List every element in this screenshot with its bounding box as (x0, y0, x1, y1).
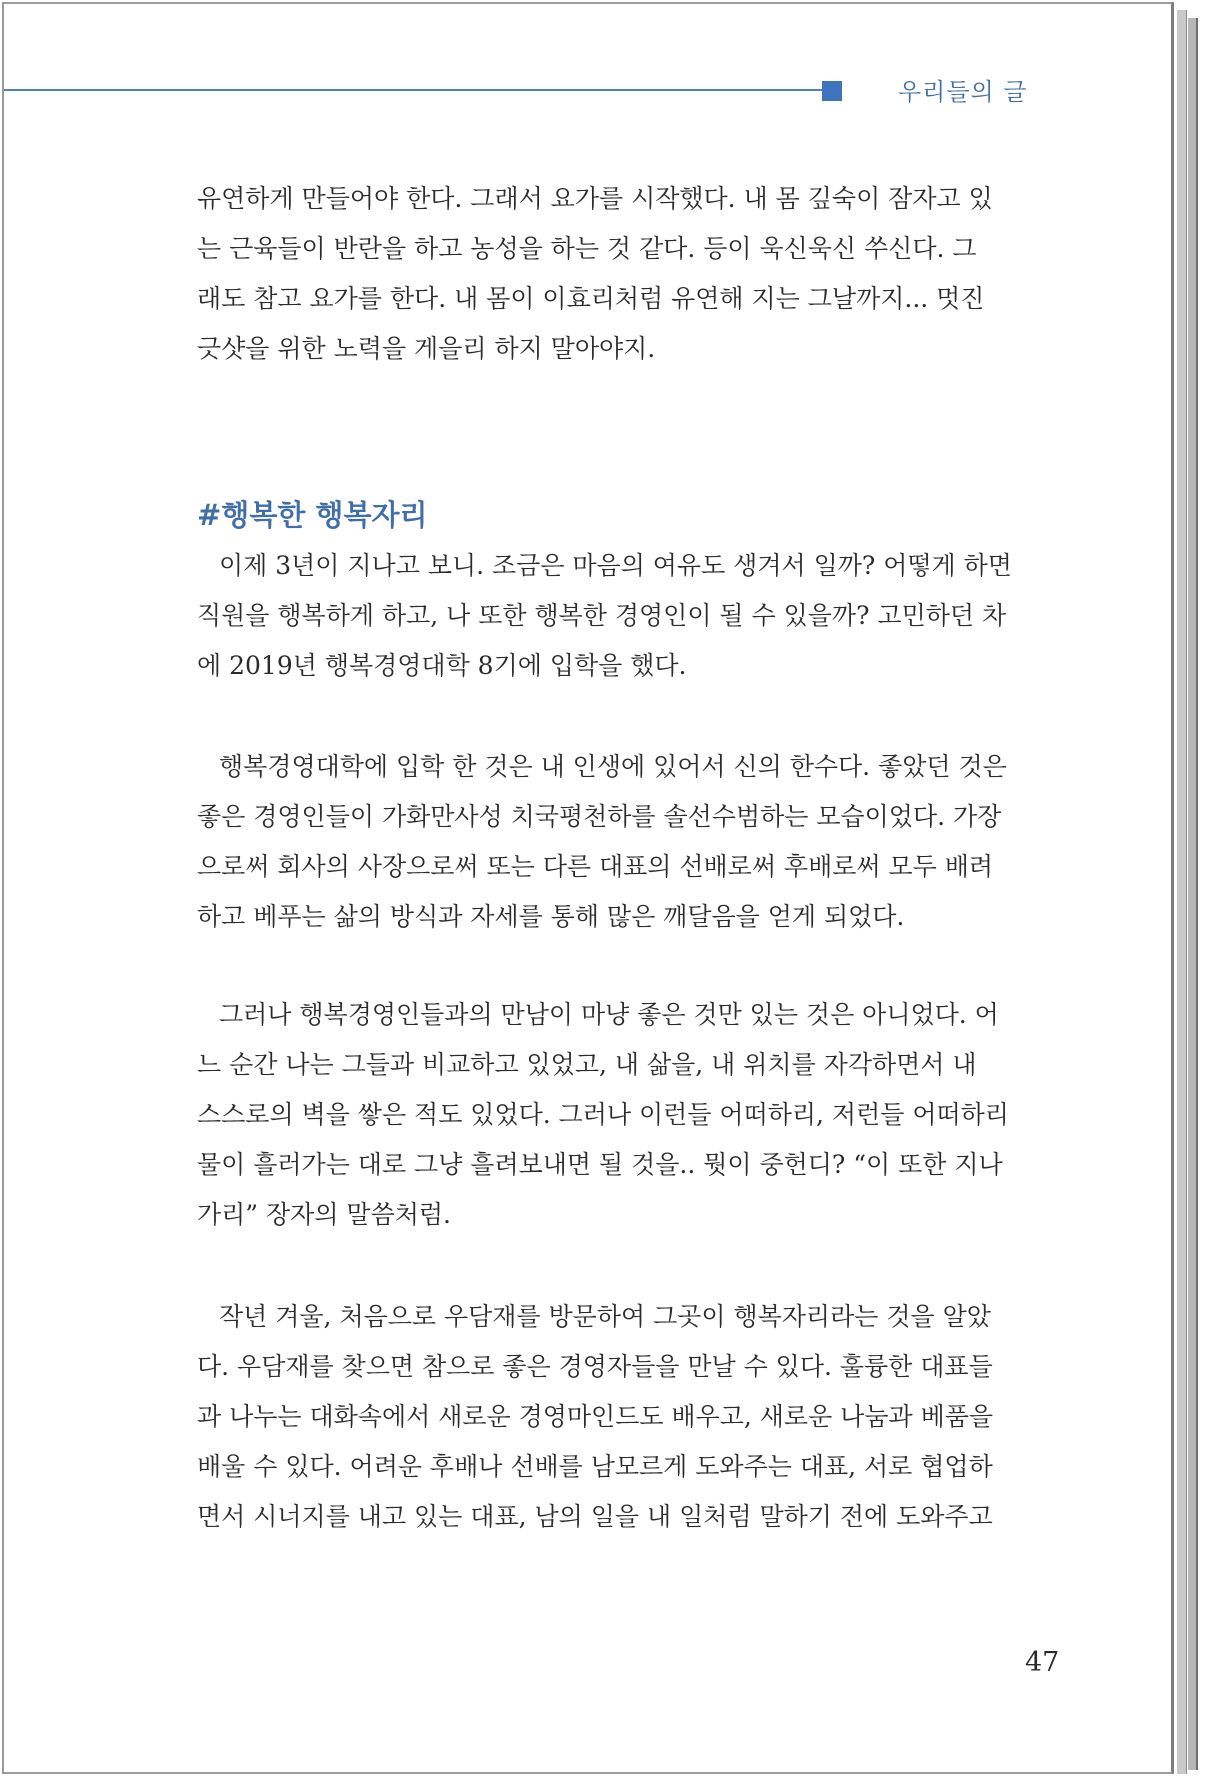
paragraph-2 (197, 541, 1057, 691)
page-number: 47 (1025, 1647, 1060, 1678)
paragraph-5 (197, 1292, 1057, 1542)
text-line: 으로써 회사의 사장으로써 또는 다른 대표의 선배로써 후배로써 모두 배려 (197, 852, 994, 881)
text-line: 면서 시너지를 내고 있는 대표, 남의 일을 내 일처럼 말하기 전에 도와주고 (197, 1502, 993, 1531)
text-line: 행복경영대학에 입학 한 것은 내 인생에 있어서 신의 한수다. 좋았던 것은 (219, 752, 1007, 781)
text-line: 그러나 행복경영인들과의 만남이 마냥 좋은 것만 있는 것은 아니었다. 어 (219, 1000, 999, 1029)
text-line: 작년 겨울, 처음으로 우담재를 방문하여 그곳이 행복자리라는 것을 알았 (219, 1302, 991, 1331)
text-line: 이제 3년이 지나고 보니. 조금은 마음의 여유도 생겨서 일까? 어떻게 하면 (219, 551, 1012, 580)
text-line: 다. 우담재를 찾으면 참으로 좋은 경영자들을 만날 수 있다. 훌륭한 대표들 (197, 1352, 993, 1381)
header-rule (4, 89, 826, 91)
header-square-marker (822, 81, 842, 101)
text-line: 하고 베푸는 삶의 방식과 자세를 통해 많은 깨달음을 얻게 되었다. (197, 902, 905, 931)
text-line: 가리” 장자의 말씀처럼. (197, 1200, 451, 1229)
page-edge-stack (1177, 10, 1187, 1774)
text-line: 물이 흘러가는 대로 그냥 흘려보내면 될 것을.. 뭣이 중헌디? “이 또한 지나 (197, 1150, 1003, 1179)
text-line: 과 나누는 대화속에서 새로운 경영마인드도 배우고, 새로운 나눔과 베품을 (197, 1402, 994, 1431)
text-line: 배울 수 있다. 어려운 후배나 선배를 남모르게 도와주는 대표, 서로 협업하 (197, 1452, 993, 1481)
section-heading: #행복한 행복자리 (197, 498, 428, 532)
paragraph-3 (197, 742, 1057, 942)
text-line: 에 2019년 행복경영대학 8기에 입학을 했다. (197, 651, 687, 680)
running-header-title: 우리들의 글 (898, 78, 1028, 106)
page-edge-stack-outer (1188, 18, 1198, 1770)
text-line: 직원을 행복하게 하고, 나 또한 행복한 경영인이 될 수 있을까? 고민하던 차 (197, 601, 1007, 630)
text-line: 긋샷을 위한 노력을 게을리 하지 말아야지. (197, 334, 656, 363)
text-line: 스스로의 벽을 쌓은 적도 있었다. 그러나 이런들 어떠하리, 저런들 어떠하리 (197, 1100, 1009, 1129)
paragraph-4 (197, 990, 1057, 1240)
text-line: 좋은 경영인들이 가화만사성 치국평천하를 솔선수범하는 모습이었다. 가장 (197, 802, 1002, 831)
text-line: 유연하게 만들어야 한다. 그래서 요가를 시작했다. 내 몸 깊숙이 잠자고 있 (197, 184, 993, 213)
text-line: 느 순간 나는 그들과 비교하고 있었고, 내 삶을, 내 위치를 자각하면서 내 (197, 1050, 977, 1079)
text-line: 래도 참고 요가를 한다. 내 몸이 이효리처럼 유연해 지는 그날까지... 멋진 (197, 284, 985, 313)
text-line: 는 근육들이 반란을 하고 농성을 하는 것 같다. 등이 욱신욱신 쑤신다. 그 (197, 234, 977, 263)
paragraph-1 (197, 174, 1057, 374)
